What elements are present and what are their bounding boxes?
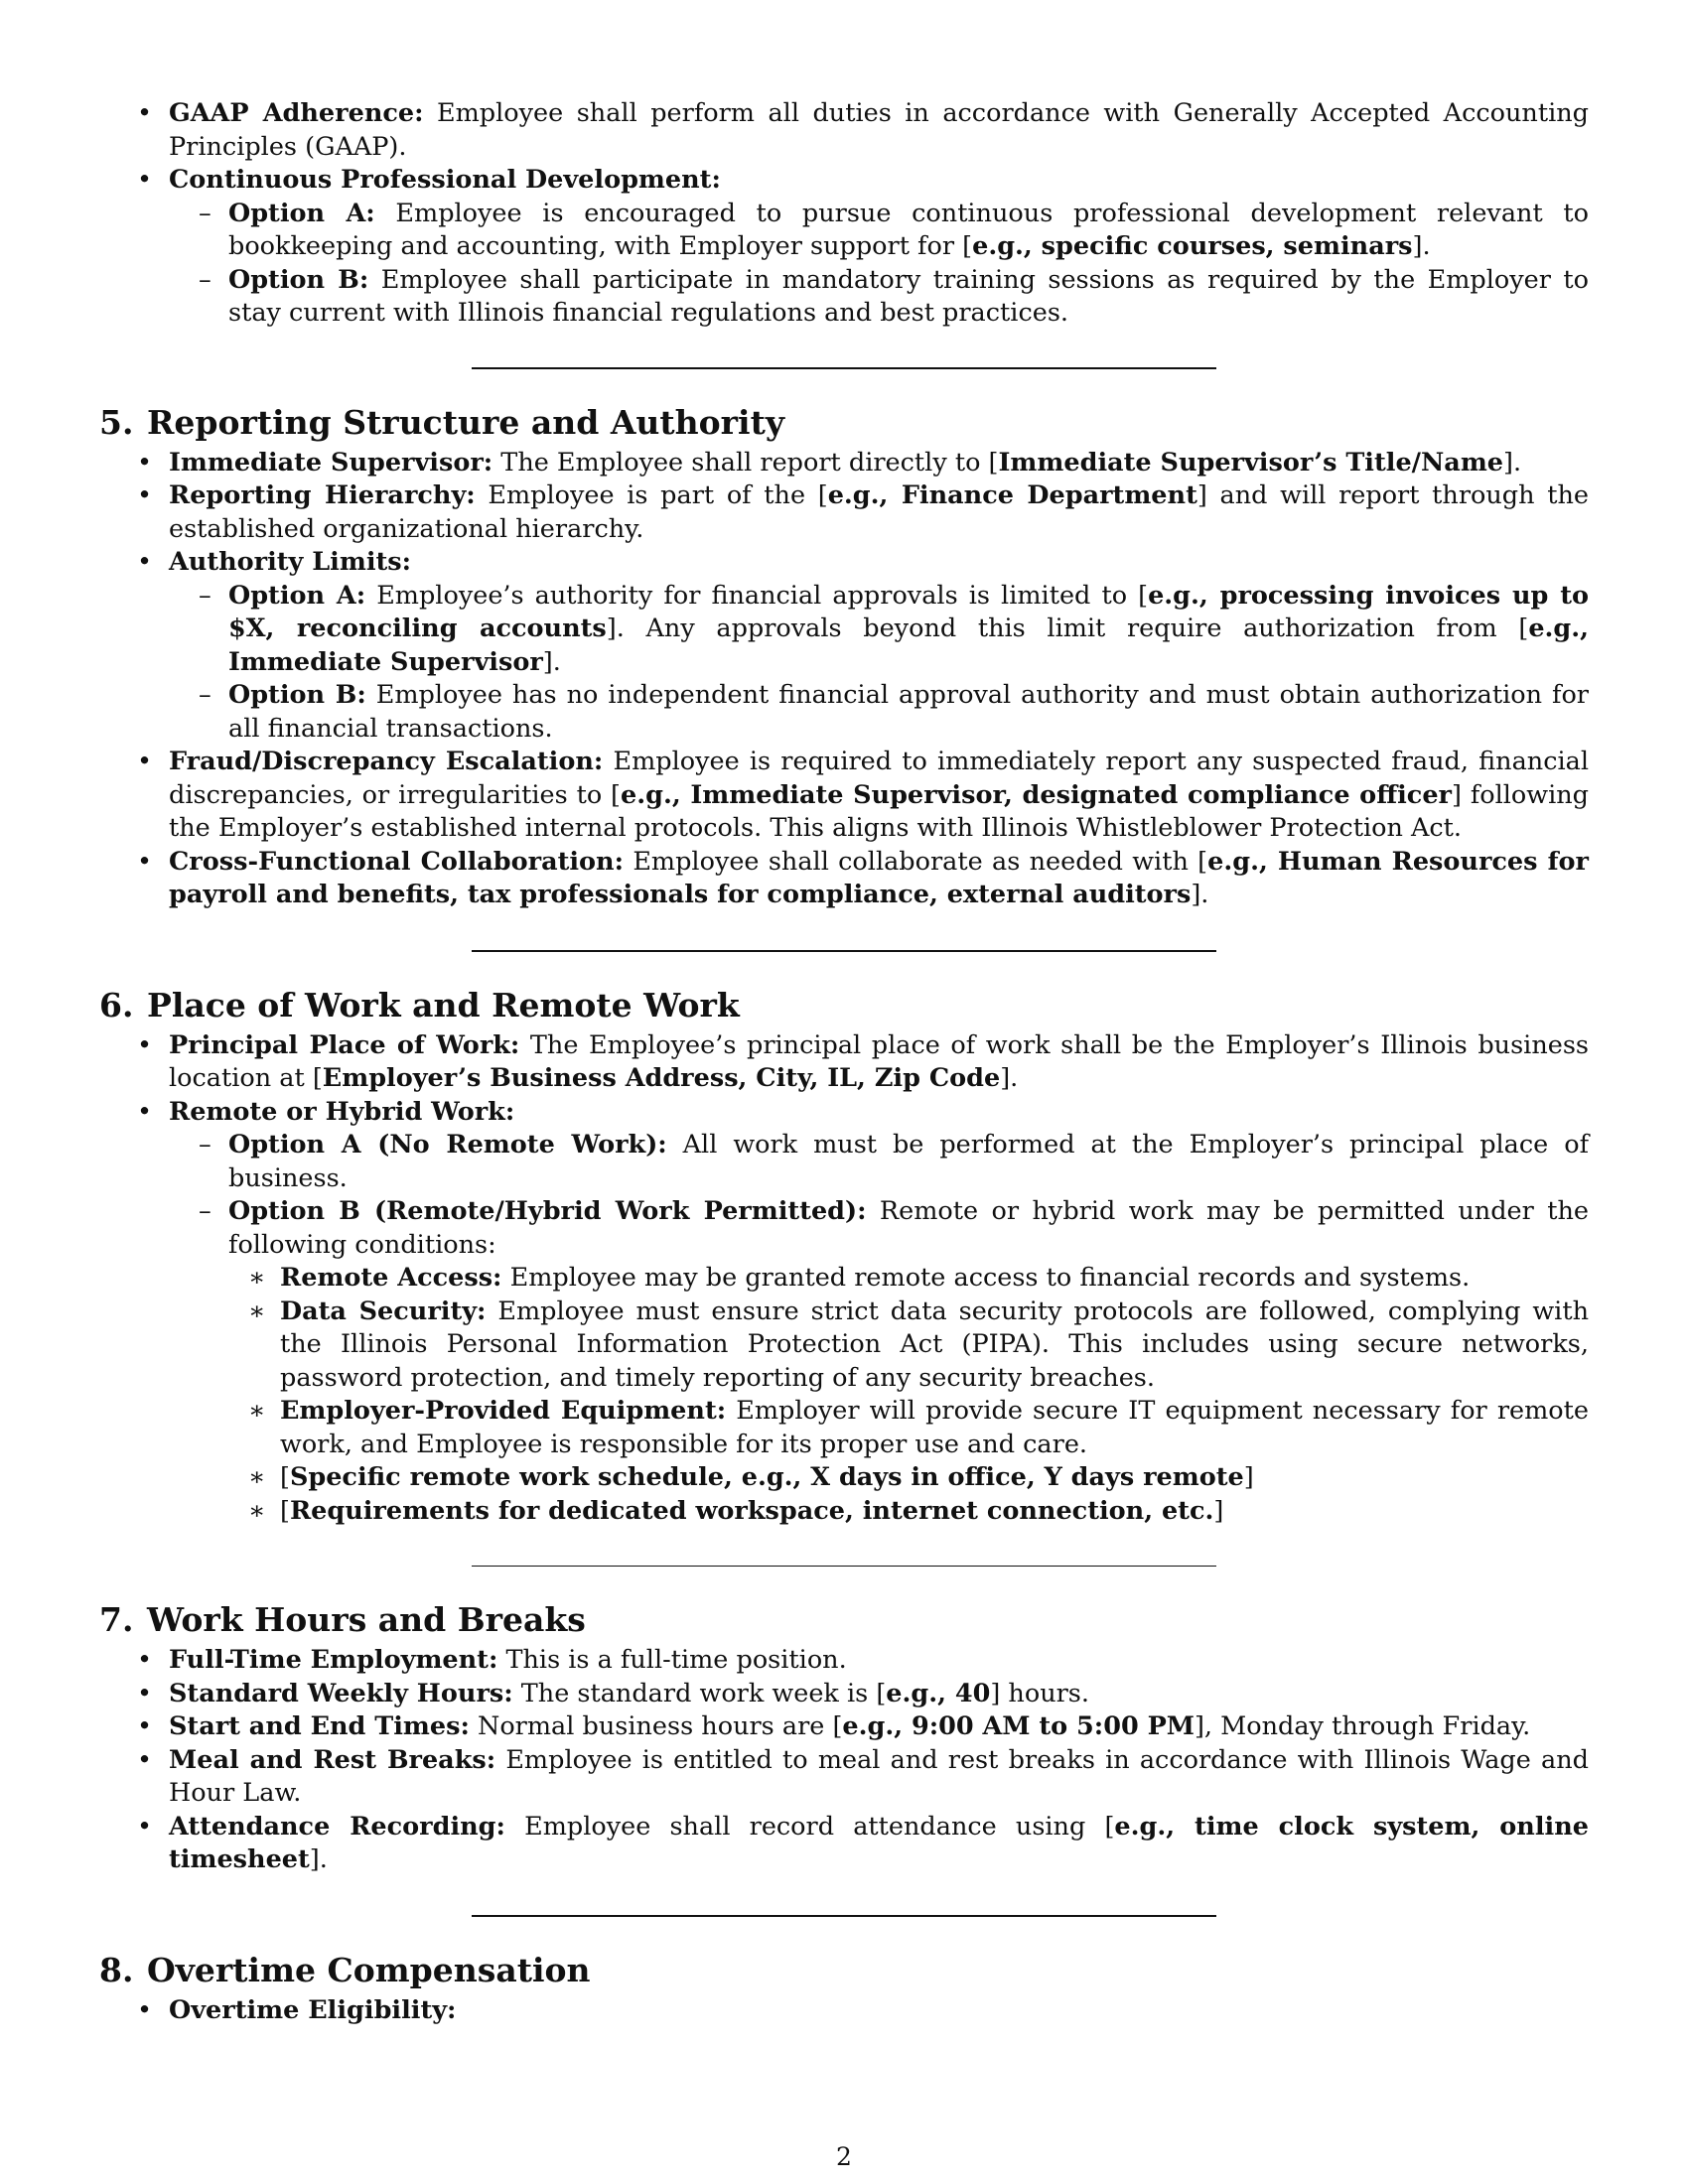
list-item-professional-development: • Continuous Professional Development: – Option A: Employee is encouraged to pursue continuous professional development relevant to bookkeeping and accounting, with Employer support for [e.g., specific courses, seminars]. – Option B: Employee shall participate in mandatory training sessions as required by the Employer to stay current with Illinois financial regulations and best practices. <box>99 164 1589 331</box>
section-heading-8: 8. Overtime Compensation <box>99 1950 591 1989</box>
section-divider <box>472 1566 1216 1567</box>
section-7-list <box>99 1644 1589 1877</box>
list-item-full-time: • Full-Time Employment: This is a full-time position. <box>99 1644 1589 1678</box>
list-item-breaks: • Meal and Rest Breaks: Employee is entitled to meal and rest breaks in accordance with Illinois Wage and Hour Law. <box>99 1744 1589 1811</box>
remote-option-b: – Option B (Remote/Hybrid Work Permitted): Remote or hybrid work may be permitted under the following conditions: ∗ Remote Access: Employee may be granted remote access to financial records and systems. ∗ Data Security: Employee must ensure strict data security protocols are followed, complying with the Illinois Personal Information Protection Act (PIPA). This includes using secure networks, password protection, and timely reporting of any security breaches. ∗ Employer-Provided Equipment: Employer will provide secure IT equipment necessary for remote work, and Employee is responsible for its proper use and care. ∗ [Specific remote work schedule, e.g., X days in office, Y days remote] ∗ [Requirements for dedicated workspace, internet connection, etc.] <box>169 1195 1589 1528</box>
condition-data-security: ∗ Data Security: Employee must ensure strict data security protocols are followed, complying with the Illinois Personal Information Protection Act (PIPA). This includes using secure networks, password protection, and timely reporting of any security breaches. <box>228 1296 1589 1396</box>
list-item-supervisor: • Immediate Supervisor: The Employee shall report directly to [Immediate Supervisor’s Title/Name]. <box>99 447 1589 480</box>
list-item-weekly-hours: • Standard Weekly Hours: The standard work week is [e.g., 40] hours. <box>99 1678 1589 1711</box>
list-item-overtime-eligibility: • Overtime Eligibility: <box>99 1994 1589 2028</box>
section-heading-6: 6. Place of Work and Remote Work <box>99 985 740 1024</box>
list-item-remote: • Remote or Hybrid Work: – Option A (No Remote Work): All work must be performed at the Employer’s principal place of business. – Option B (Remote/Hybrid Work Permitted): Remote or hybrid work may be permitted under the following conditions: ∗ Remote Access: Employee may be granted remote access to financial records and systems. ∗ Data Security: Employee must ensure strict data security protocols are followed, complying with the Illinois Personal Information Protection Act (PIPA). This includes using secure networks, password protection, and timely reporting of any security breaches. ∗ Employer-Provided Equipment: Employer will provide secure IT equipment necessary for remote work, and Employee is responsible for its proper use and care. ∗ [Specific remote work schedule, e.g., X days in office, Y days remote] ∗ [Requirements for dedicated workspace, internet connection, etc.] <box>99 1096 1589 1529</box>
authority-option-a: – Option A: Employee’s authority for financial approvals is limited to [e.g., processing invoices up to $X, reconciling accounts]. Any approvals beyond this limit require authorization from [e.g., Immediate Supervisor]. <box>169 580 1589 680</box>
condition-schedule: ∗ [Specific remote work schedule, e.g., X days in office, Y days remote] <box>228 1461 1589 1495</box>
list-item-attendance: • Attendance Recording: Employee shall record attendance using [e.g., time clock system, online timesheet]. <box>99 1811 1589 1877</box>
section-heading-5: 5. Reporting Structure and Authority <box>99 402 785 442</box>
list-item-principal-place: • Principal Place of Work: The Employee’s principal place of work shall be the Employer’s Illinois business location at [Employer’s Business Address, City, IL, Zip Code]. <box>99 1029 1589 1096</box>
authority-options <box>169 580 1589 747</box>
list-item-hierarchy: • Reporting Hierarchy: Employee is part of the [e.g., Finance Department] and will report through the established organizational hierarchy. <box>99 479 1589 546</box>
section-5-list <box>99 447 1589 912</box>
section-divider <box>472 950 1216 952</box>
condition-workspace: ∗ [Requirements for dedicated workspace, internet connection, etc.] <box>228 1495 1589 1529</box>
section-8-list <box>99 1994 1589 2028</box>
list-item-fraud: • Fraud/Discrepancy Escalation: Employee is required to immediately report any suspected fraud, financial discrepancies, or irregularities to [e.g., Immediate Supervisor, designated compliance officer] following the Employer’s established internal protocols. This aligns with Illinois Whistleblower Protection Act. <box>99 746 1589 846</box>
section-divider <box>472 367 1216 369</box>
condition-remote-access: ∗ Remote Access: Employee may be granted remote access to financial records and systems. <box>228 1262 1589 1296</box>
section-divider <box>472 1915 1216 1917</box>
list-item-gaap: • GAAP Adherence: Employee shall perform all duties in accordance with Generally Accepted Accounting Principles (GAAP). <box>99 97 1589 164</box>
remote-options <box>169 1129 1589 1528</box>
cpd-option-b: – Option B: Employee shall participate in mandatory training sessions as required by the Employer to stay current with Illinois financial regulations and best practices. <box>169 264 1589 331</box>
remote-option-a: – Option A (No Remote Work): All work must be performed at the Employer’s principal place of business. <box>169 1129 1589 1195</box>
cpd-option-a: – Option A: Employee is encouraged to pursue continuous professional development relevant to bookkeeping and accounting, with Employer support for [e.g., specific courses, seminars]. <box>169 198 1589 264</box>
condition-equipment: ∗ Employer-Provided Equipment: Employer will provide secure IT equipment necessary for remote work, and Employee is responsible for its proper use and care. <box>228 1395 1589 1461</box>
list-item-start-end: • Start and End Times: Normal business hours are [e.g., 9:00 AM to 5:00 PM], Monday through Friday. <box>99 1710 1589 1744</box>
page-number: 2 <box>836 2142 852 2171</box>
list-item-collaboration: • Cross-Functional Collaboration: Employee shall collaborate as needed with [e.g., Human Resources for payroll and benefits, tax professionals for compliance, external auditors]. <box>99 846 1589 912</box>
remote-conditions <box>228 1262 1589 1528</box>
section-heading-7: 7. Work Hours and Breaks <box>99 1600 586 1639</box>
authority-option-b: – Option B: Employee has no independent financial approval authority and must obtain authorization for all financial transactions. <box>169 679 1589 746</box>
continued-list <box>99 97 1589 331</box>
list-item-authority: • Authority Limits: – Option A: Employee’s authority for financial approvals is limited to [e.g., processing invoices up to $X, reconciling accounts]. Any approvals beyond this limit require authorization from [e.g., Immediate Supervisor]. – Option B: Employee has no independent financial approval authority and must obtain authorization for all financial transactions. <box>99 546 1589 746</box>
section-6-list <box>99 1029 1589 1529</box>
document-page <box>99 97 1589 2027</box>
cpd-options <box>169 198 1589 331</box>
